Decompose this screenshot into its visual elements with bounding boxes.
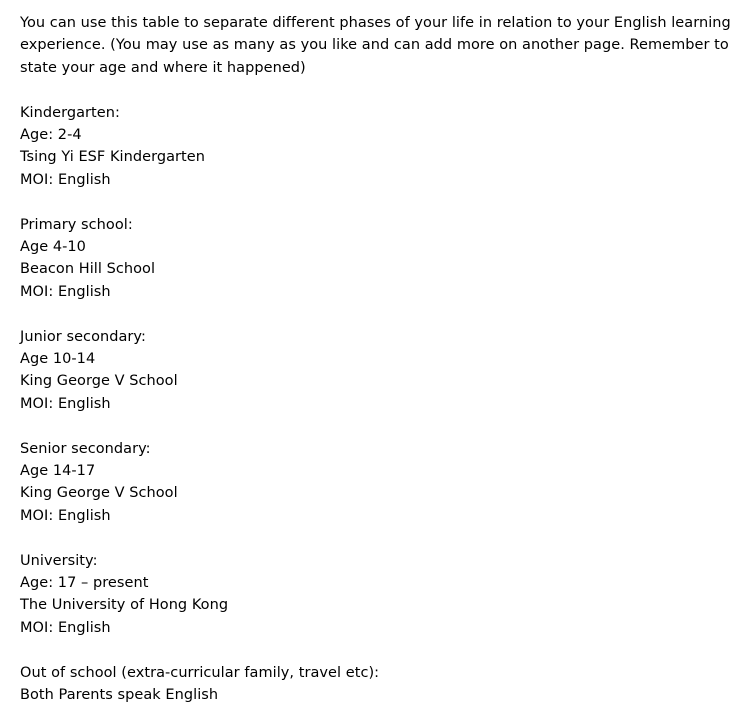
phase-school: King George V School: [20, 373, 178, 390]
phase-school: The University of Hong Kong: [20, 597, 229, 614]
phase-age: Age: 2-4: [20, 127, 82, 144]
phase-heading: Junior secondary:: [20, 328, 146, 345]
phase-heading: Kindergarten:: [20, 104, 120, 121]
intro-paragraph: [20, 12, 750, 79]
phase-school: Tsing Yi ESF Kindergarten: [20, 149, 205, 166]
phase-moi: MOI: English: [20, 283, 111, 300]
intro-line: state your age and where it happened): [20, 59, 306, 76]
phase-school: Beacon Hill School: [20, 261, 156, 278]
out-of-school-section: [20, 662, 750, 707]
phase-moi: MOI: English: [20, 171, 111, 188]
phase-university: [20, 550, 750, 640]
phase-moi: MOI: English: [20, 619, 111, 636]
phase-age: Age 10-14: [20, 351, 96, 368]
phase-heading: University:: [20, 552, 98, 569]
phase-age: Age: 17 – present: [20, 575, 149, 592]
phase-senior-secondary: [20, 438, 750, 528]
intro-line: You can use this table to separate different phases of your life in relation to your English learning: [20, 15, 731, 31]
phase-heading: Primary school:: [20, 216, 133, 233]
document-body: [20, 12, 750, 707]
intro-line: experience. (You may use as many as you like and can add more on another page. Remember to: [20, 37, 729, 54]
phase-moi: MOI: English: [20, 507, 111, 524]
phase-primary-school: [20, 214, 750, 304]
out-of-school-heading: Out of school (extra-curricular family, travel etc):: [20, 664, 380, 681]
phase-school: King George V School: [20, 485, 178, 502]
phase-kindergarten: [20, 102, 750, 192]
phase-moi: MOI: English: [20, 395, 111, 412]
phase-heading: Senior secondary:: [20, 440, 151, 457]
phase-age: Age 4-10: [20, 239, 86, 256]
phase-junior-secondary: [20, 326, 750, 416]
out-of-school-detail: Both Parents speak English: [20, 687, 219, 704]
phase-age: Age 14-17: [20, 463, 96, 480]
